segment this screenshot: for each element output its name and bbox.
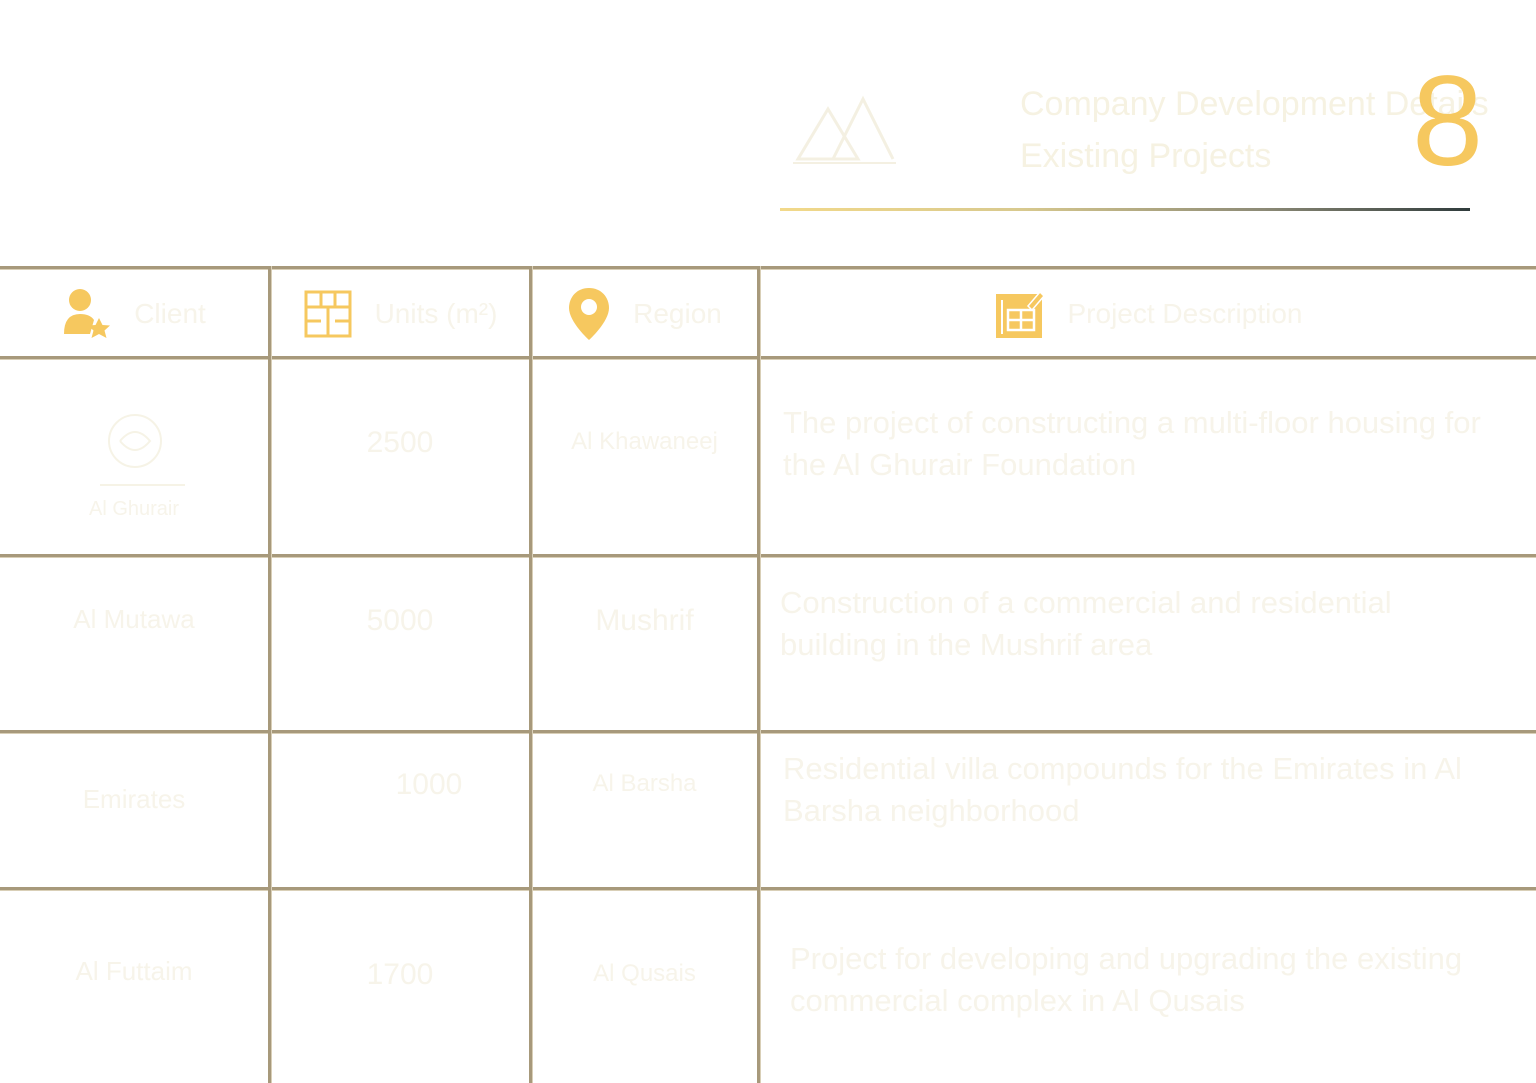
row-divider xyxy=(0,730,1536,733)
table-cell-units: 1000 xyxy=(395,768,463,801)
table-cell-description: The project of constructing a multi-floor housing for the Al Ghurair Foundation xyxy=(783,405,1481,482)
floor-plan-icon xyxy=(303,289,353,339)
projects-table xyxy=(0,266,1536,1083)
page-title: Company Development Details xyxy=(1020,85,1489,123)
table-cell-description: Construction of a commercial and residential building in the Mushrif area xyxy=(780,585,1392,662)
table-cell-client: Al Ghurair xyxy=(88,498,180,520)
client-logo-icon xyxy=(90,401,190,496)
column-header-region xyxy=(532,269,757,359)
title-area xyxy=(780,75,1489,185)
table-cell-description: Residential villa compounds for the Emirates in Al Barsha neighborhood xyxy=(783,751,1462,828)
row-divider xyxy=(0,554,1536,557)
location-pin-icon xyxy=(567,286,611,342)
column-header-client xyxy=(0,269,268,359)
table-cell-units: 1700 xyxy=(366,958,434,991)
table-cell-client: Al Mutawa xyxy=(73,604,195,634)
page-subtitle: Existing Projects xyxy=(1020,137,1272,175)
table-cell-client: Emirates xyxy=(82,784,186,814)
table-cell-units: 5000 xyxy=(366,604,434,637)
table-cell-region: Al Barsha xyxy=(592,770,697,797)
column-header-label: Region xyxy=(633,298,722,329)
title-divider xyxy=(780,208,1470,211)
page-number: 8 xyxy=(1412,50,1484,193)
user-star-icon xyxy=(62,288,112,340)
column-header-label: Project Description xyxy=(1067,298,1303,329)
table-cell-region: Al Khawaneej xyxy=(571,428,718,455)
column-header-label: Units (m²) xyxy=(374,298,498,329)
column-header-units xyxy=(271,269,529,359)
table-cell-region: Al Qusais xyxy=(593,960,696,987)
table-cell-units: 2500 xyxy=(366,426,434,459)
table-cell-client: Al Futtaim xyxy=(75,956,193,986)
column-header-label: Client xyxy=(134,298,206,329)
row-divider xyxy=(0,887,1536,890)
table-cell-description: Project for developing and upgrading the existing commercial complex in Al Qusais xyxy=(790,941,1463,1018)
company-logo-icon xyxy=(788,89,898,169)
blueprint-icon xyxy=(994,288,1046,340)
table-cell-region: Mushrif xyxy=(595,604,694,637)
column-divider xyxy=(757,266,760,1083)
column-header-description xyxy=(760,269,1536,359)
